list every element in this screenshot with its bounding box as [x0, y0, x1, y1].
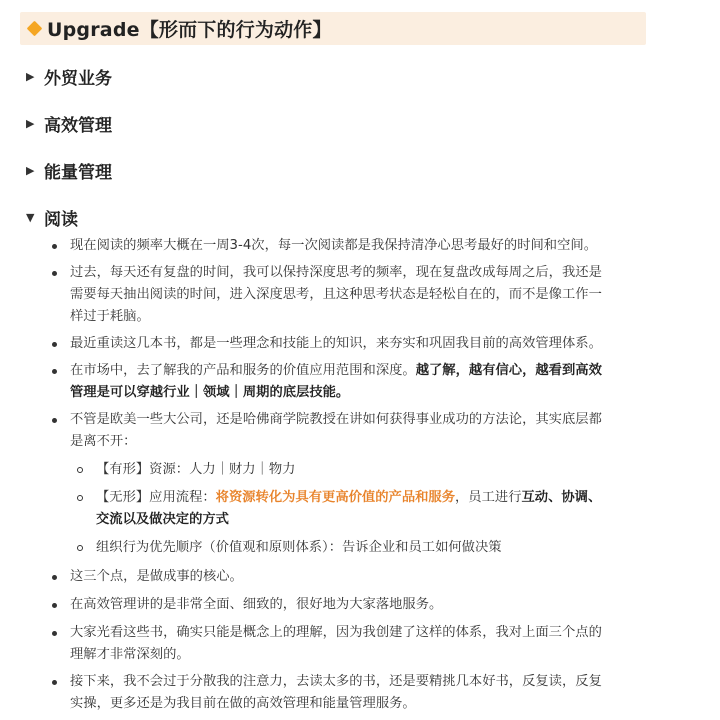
sub-list-item: 组织行为优先顺序（价值观和原则体系）：告诉企业和员工如何做决策	[50, 537, 640, 559]
triangle-right-icon: ▶	[26, 70, 35, 83]
diamond-icon	[27, 21, 43, 37]
bullet-icon	[52, 369, 57, 374]
triangle-right-icon: ▶	[26, 164, 35, 177]
bullet-icon	[52, 271, 57, 276]
triangle-down-icon: ▼	[26, 211, 35, 224]
list-item: 现在阅读的频率大概在一周3-4次，每一次阅读都是我保持清净心思考最好的时间和空间。	[50, 235, 640, 257]
list-item: 在高效管理讲的是非常全面、细致的，很好地为大家落地服务。	[50, 594, 640, 616]
circle-bullet-icon	[77, 545, 83, 551]
bullet-icon	[52, 244, 57, 249]
sub-list-item: 【无形】应用流程：将资源转化为具有更高价值的产品和服务，员工进行互动、协调、 交流以及做决定的方式	[50, 487, 640, 531]
bullet-icon	[52, 603, 57, 608]
toggle-label: 高效管理	[44, 116, 112, 136]
triangle-right-icon: ▶	[26, 117, 35, 130]
toggle-energy-management[interactable]	[26, 158, 112, 183]
list-item: 在市场中，去了解我的产品和服务的价值应用范围和深度。越了解，越有信心，越看到高效 管理是可以穿越行业｜领域｜周期的底层技能。	[50, 360, 640, 404]
bullet-icon	[52, 342, 57, 347]
bullet-icon	[52, 575, 57, 580]
toggle-label: 能量管理	[44, 163, 112, 183]
toggle-foreign-trade[interactable]	[26, 64, 112, 89]
list-item: 大家光看这些书，确实只能是概念上的理解，因为我创建了这样的体系，我对上面三个点的 理解才非常深刻的。	[50, 622, 640, 666]
bullet-icon	[52, 418, 57, 423]
heading-callout	[20, 12, 646, 45]
circle-bullet-icon	[77, 495, 83, 501]
list-item: 不管是欧美一些大公司，还是哈佛商学院教授在讲如何获得事业成功的方法论，其实底层都 是离不开：	[50, 409, 640, 453]
bullet-icon	[52, 680, 57, 685]
page-title: Upgrade【形而下的行为动作】	[47, 19, 332, 41]
list-item: 这三个点，是做成事的核心。	[50, 566, 640, 588]
toggle-label: 阅读	[44, 210, 78, 230]
toggle-reading[interactable]	[26, 205, 78, 230]
toggle-label: 外贸业务	[44, 69, 112, 89]
bullet-icon	[52, 631, 57, 636]
list-item: 过去，每天还有复盘的时间，我可以保持深度思考的频率，现在复盘改成每周之后，我还是 需要每天抽出阅读的时间，进入深度思考，且这种思考状态是轻松自在的，而不是像工作一 样过于耗脑。	[50, 262, 640, 328]
sub-list-item: 【有形】资源：人力｜财力｜物力	[50, 459, 640, 481]
circle-bullet-icon	[77, 467, 83, 473]
list-item: 最近重读这几本书，都是一些理念和技能上的知识，来夯实和巩固我目前的高效管理体系。	[50, 333, 640, 355]
toggle-efficient-management[interactable]	[26, 111, 112, 136]
list-item: 接下来，我不会过于分散我的注意力，去读太多的书，还是要精挑几本好书，反复读，反复 实操，更多还是为我目前在做的高效管理和能量管理服务。	[50, 671, 640, 715]
